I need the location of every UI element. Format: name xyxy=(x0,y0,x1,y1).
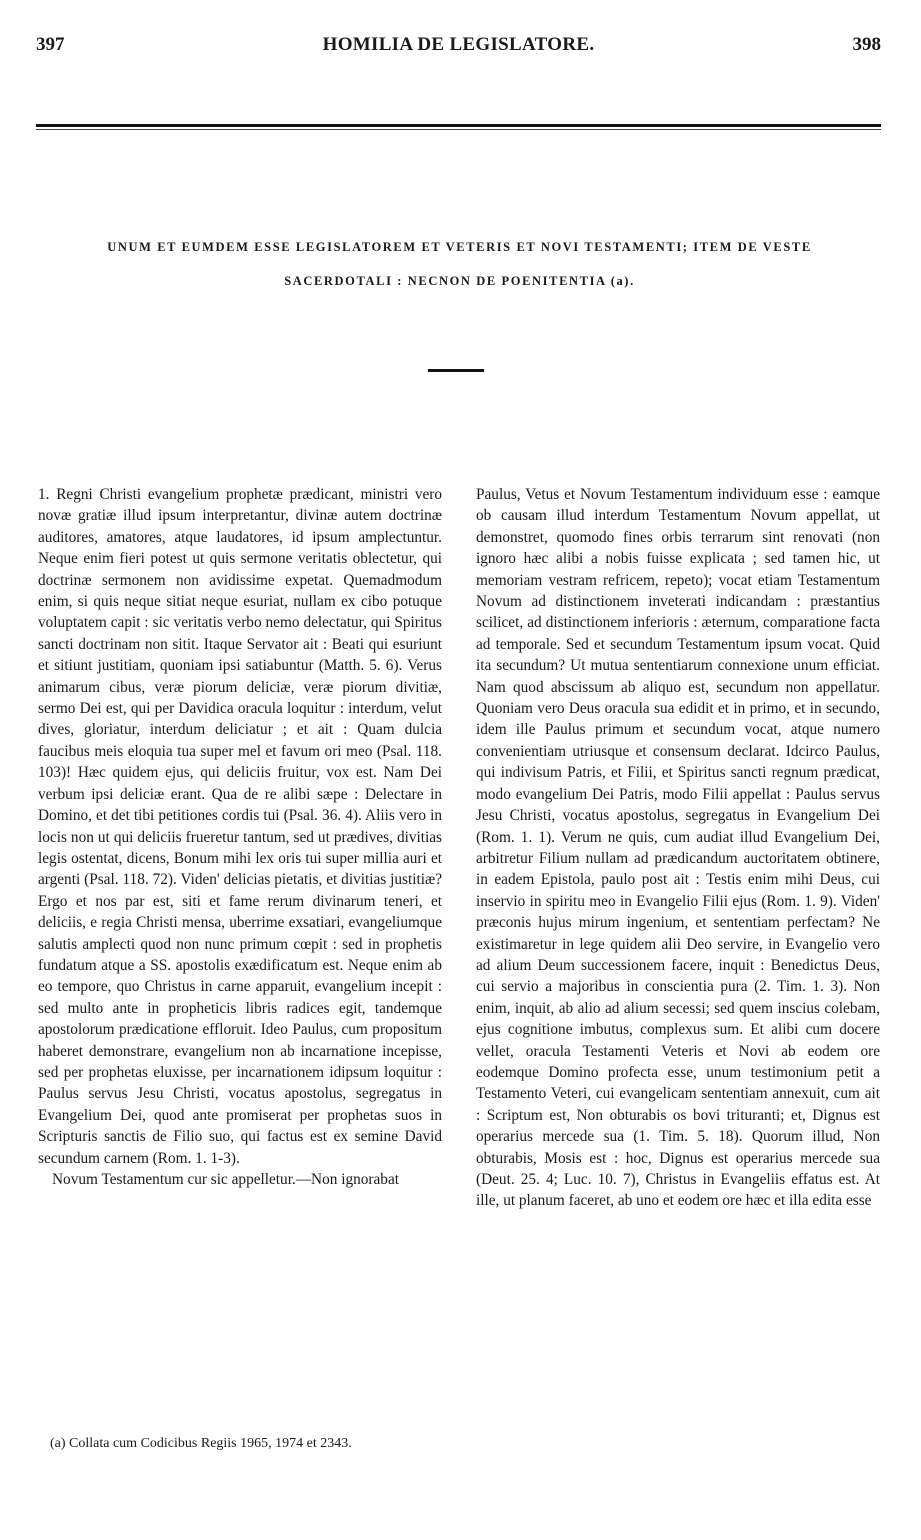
paragraph-1: 1. Regni Christi evangelium prophetæ prædicant, ministri vero novæ gratiæ illud ipsum interpretantur, divinæ autem doctrinæ auditores, amatores, atque laudatores, id ipsum amplectuntur. Neque enim fieri potest ut quis sermone veritatis oblectetur, qui doctrinæ sermonem non avidissime expetat. Quemadmodum enim, si quis neque sitiat neque esuriat, nullam ex cibo potuque voluptatem capit : sic veritatis verbo nemo delectatur, qui Spiritus sancti doctrinam non sitit. Itaque Servator ait : Beati qui esuriunt et sitiunt justitiam, quoniam ipsi satiabuntur (Matth. 5. 6). Verus animarum cibus, veræ piorum deliciæ, veræ piorum divitiæ, sermo Dei est, qui per Davidica oracula loquitur : interdum, velut dives, gloriatur, interdum deliciatur ; et ait : Quam dulcia faucibus meis eloquia tua super mel et favum ori meo (Psal. 118. 103)! Hæc quidem ejus, qui deliciis fruitur, vox est. Nam Dei verbum ipsi deliciæ erant. Qua de re alibi sæpe : Delectare in Domino, et det tibi petitiones cordis tui (Psal. 36. 4). Aliis vero in locis non ut qui deliciis frueretur tantum, sed ut prædives, divitias legis ostentat, dicens, Bonum mihi lex oris tui super millia auri et argenti (Psal. 118. 72). Viden' delicias pietatis, et divitias justitiæ? Ergo et nos par est, siti et fame rerum divinarum teneri, et deliciis, e regia Christi mensa, uberrime exsatiari, evangeliumque salutis amplecti quod non nunc primum cœpit : sed in prophetis fundatum atque a SS. apostolis exædificatum est. Neque enim ab eo tempore, quo Christus in carne apparuit, evangelium incepit : sed multo ante in propheticis libris radices egit, tandemque apostolorum prædicatione effloruit. Ideo Paulus, cum propositum haberet demonstrare, evangelium non ab incarnatione incepisse, sed per prophetas eluxisse, per incarnationem idipsum loquitur : Paulus servus Jesu Christi, vocatus apostolus, segregatus in Evangelium Dei, quod ante promiserat per prophetas suos in Scripturis sanctis de Filio suo, qui factus est ex semine David secundum carnem (Rom. 1. 1-3). xyxy=(38,486,442,1167)
paragraph-right-1: Paulus, Vetus et Novum Testamentum individuum esse : eamque ob causam illud interdum Testamentum Novum appellat, ut demonstret, quomodo fines orbis terrarum sint renovati (non ignoro hæc alibi a nobis fuisse explicata ; sed tamen hic, ut memoriam vestram refricem, repeto); vocat etiam Testamentum Novum ad distinctionem inveterati indicandam : præstantius scilicet, ad distinctionem inferioris : æternum, comparatione facta ad temporale. Sed et secundum Testamentum ipsum vocat. Quid ita secundum? Ut mutua sententiarum connexione unum efficiat. Nam quod abscissum ab aliquo est, secundum non appellatur. Quoniam vero Deus oracula sua edidit et in primo, et in secundo, idem ille Paulus primum et secundum vocat, atque numero convenientiam utriusque et consensum declarat. Idcirco Paulus, qui indivisum Patris, et Filii, et Spiritus sancti regnum prædicat, modo evangelium Dei Patris, modo Filii appellat : Paulus servus Jesu Christi, vocatus apostolus, segregatus in Evangelium Dei (Rom. 1. 1). Verum ne quis, cum audiat illud Evangelium Dei, arbitretur Filium nullam ad prædicandum auctoritatem obtinere, in eadem Epistola, paulo post ait : Testis enim mihi Deus, cui inservio in spiritu meo in Evangelio Filii ejus (Rom. 1. 9). Viden' præconis hujus mirum ingenium, et sententiam perfectam? Ne existimaretur in lege quidem alii Deo servire, in Evangelio vero ad alium Deum successionem facere, inquit : Benedictus Deus, cui servio a majoribus in conscientia pura (2. Tim. 1. 3). Non enim, inquit, ab alio ad alium secessi; sed quem inscius colebam, ejus cognitione imbutus, complexus sum. Et alibi cum docere vellet, oracula Testamenti Veteris et Novi ab eodem ore eodemque Domino profecta esse, unum testimonium petit a Testamento Veteri, cui evangelicam sententiam annexuit, cum ait : Scriptum est, Non obturabis os bovi trituranti; et, Dignus est operarius mercede sua (1. Tim. 5. 18). Quorum illud, Non obturabis, Mosis est : hoc, Dignus est operarius mercede sua (Deut. 25. 4; Luc. 10. 7), Christus in Evangeliis effatus est. At ille, ut planum faceret, ab uno et eodem ore hæc et illa edita esse xyxy=(476,486,880,1210)
homily-title xyxy=(40,230,879,298)
title-line-1: UNUM ET EUMDEM ESSE LEGISLATOREM ET VETERIS ET NOVI TESTAMENTI; ITEM DE VESTE xyxy=(107,240,812,254)
left-page-number: 397 xyxy=(36,34,65,55)
text-column-right xyxy=(476,484,880,1212)
running-header xyxy=(36,34,881,64)
title-line-2: SACERDOTALI : NECNON DE POENITENTIA (a). xyxy=(284,274,635,288)
header-rule xyxy=(36,124,881,127)
text-column-left xyxy=(38,484,442,1190)
running-title: HOMILIA DE LEGISLATORE. xyxy=(322,34,595,55)
header-rule-thin xyxy=(36,129,881,130)
footnote: (a) Collata cum Codicibus Regiis 1965, 1974 et 2343. xyxy=(50,1436,352,1451)
right-page-number: 398 xyxy=(852,34,881,55)
paragraph-2: Novum Testamentum cur sic appelletur.—Non ignorabat xyxy=(52,1171,399,1188)
title-divider xyxy=(428,369,484,372)
